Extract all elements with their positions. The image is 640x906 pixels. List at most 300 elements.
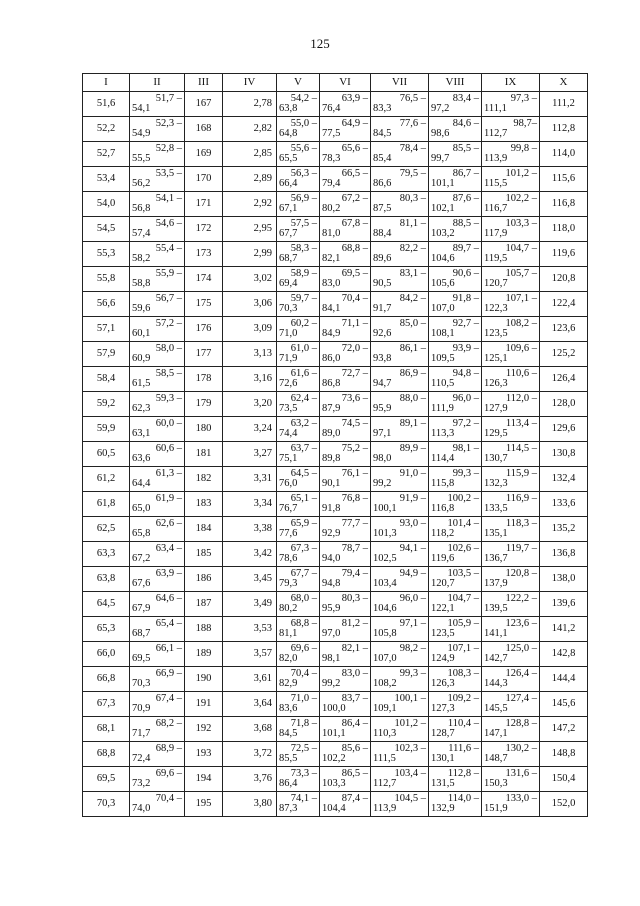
table-row [83,417,588,442]
range-end: 84,5 [279,728,298,739]
table-cell: 111,2 [540,92,588,117]
range-start: 68,9 – [155,742,182,754]
range-end: 92,6 [373,328,392,339]
range-end: 103,2 [431,228,455,239]
range-end: 118,2 [431,528,455,539]
range-end: 67,6 [132,578,151,589]
table-cell: 2,99 [223,242,277,267]
table-row [83,192,588,217]
column-header: VIII [429,74,482,92]
range-cell [277,467,320,492]
table-cell: 2,95 [223,217,277,242]
table-cell: 116,8 [540,192,588,217]
range-end: 102,2 [322,753,346,764]
range-end: 86,6 [373,178,392,189]
range-end: 83,0 [322,278,341,289]
range-start: 109,2 – [447,692,479,704]
range-cell [320,467,371,492]
range-start: 104,5 – [394,792,426,804]
range-end: 137,9 [484,578,508,589]
range-start: 131,6 – [505,767,537,779]
range-start: 130,2 – [505,742,537,754]
range-end: 87,5 [373,203,392,214]
range-end: 72,6 [279,378,298,389]
table-cell: 68,1 [83,717,130,742]
range-start: 65,4 – [155,617,182,629]
range-cell [277,317,320,342]
table-cell: 150,4 [540,767,588,792]
range-end: 127,3 [431,703,455,714]
range-end: 54,9 [132,128,151,139]
range-cell [277,742,320,767]
range-cell [130,617,185,642]
table-row [83,292,588,317]
table-cell: 152,0 [540,792,588,817]
table-cell: 52,2 [83,117,130,142]
table-cell: 133,6 [540,492,588,517]
range-cell [320,642,371,667]
range-cell [371,142,429,167]
range-start: 125,0 – [505,642,537,654]
range-end: 84,9 [322,328,341,339]
range-cell [482,592,540,617]
range-start: 116,9 – [505,492,537,504]
range-start: 55,6 – [290,142,317,154]
table-row [83,217,588,242]
range-cell [320,242,371,267]
table-cell: 3,13 [223,342,277,367]
range-end: 109,1 [373,703,397,714]
range-cell [429,792,482,817]
range-end: 105,8 [373,628,397,639]
range-cell [320,517,371,542]
range-end: 60,9 [132,353,151,364]
range-cell [482,542,540,567]
table-cell: 190 [185,667,223,692]
range-cell [277,117,320,142]
table-cell: 58,4 [83,367,130,392]
range-end: 58,2 [132,253,151,264]
range-end: 83,3 [373,103,392,114]
range-cell [371,92,429,117]
range-cell [277,617,320,642]
range-end: 101,1 [431,178,455,189]
range-start: 104,7 – [447,592,479,604]
range-end: 78,6 [279,553,298,564]
range-start: 110,4 – [447,717,479,729]
range-end: 63,1 [132,428,151,439]
range-cell [130,767,185,792]
range-cell [130,292,185,317]
range-end: 103,3 [322,778,346,789]
range-start: 66,1 – [155,642,182,654]
range-start: 63,2 – [290,417,317,429]
table-cell: 194 [185,767,223,792]
range-start: 63,9 – [341,92,368,104]
range-start: 71,8 – [290,717,317,729]
range-cell [482,692,540,717]
range-end: 91,8 [322,503,341,514]
table-cell: 142,8 [540,642,588,667]
range-end: 82,9 [279,678,298,689]
range-start: 68,2 – [155,717,182,729]
range-cell [130,192,185,217]
range-cell [429,642,482,667]
range-start: 85,0 – [399,317,426,329]
table-body [83,92,588,817]
range-cell [371,367,429,392]
range-start: 68,0 – [290,592,317,604]
table-cell: 171 [185,192,223,217]
table-row [83,742,588,767]
range-start: 77,6 – [399,117,426,129]
range-start: 53,5 – [155,167,182,179]
range-end: 69,4 [279,278,298,289]
range-start: 67,8 – [341,217,368,229]
table-cell: 59,9 [83,417,130,442]
range-end: 145,5 [484,703,508,714]
range-cell [429,92,482,117]
table-row [83,467,588,492]
range-start: 57,2 – [155,317,182,329]
range-end: 67,7 [279,228,298,239]
range-start: 84,6 – [452,117,479,129]
range-cell [320,592,371,617]
range-end: 113,9 [484,153,508,164]
range-start: 64,9 – [341,117,368,129]
range-start: 70,4 – [341,292,368,304]
range-end: 97,0 [322,628,341,639]
table-cell: 55,8 [83,267,130,292]
range-cell [482,567,540,592]
table-cell: 114,0 [540,142,588,167]
range-end: 113,3 [431,428,455,439]
range-end: 67,1 [279,203,298,214]
range-cell [130,342,185,367]
table-cell: 3,57 [223,642,277,667]
range-end: 89,0 [322,428,341,439]
range-end: 56,2 [132,178,151,189]
range-start: 72,7 – [341,367,368,379]
range-end: 102,1 [431,203,455,214]
range-end: 108,2 [373,678,397,689]
range-cell [371,292,429,317]
range-cell [130,642,185,667]
range-cell [130,517,185,542]
range-start: 100,1 – [394,692,426,704]
range-end: 111,9 [431,403,454,414]
range-end: 82,0 [279,653,298,664]
range-cell [277,242,320,267]
table-cell: 145,6 [540,692,588,717]
range-end: 57,4 [132,228,151,239]
range-start: 68,8 – [341,242,368,254]
range-cell [429,342,482,367]
range-cell [371,317,429,342]
range-cell [130,567,185,592]
range-cell [130,592,185,617]
range-end: 65,5 [279,153,298,164]
table-row [83,492,588,517]
range-start: 52,3 – [155,117,182,129]
table-row [83,267,588,292]
range-cell [277,667,320,692]
range-start: 72,0 – [341,342,368,354]
range-cell [320,367,371,392]
table-cell: 60,5 [83,442,130,467]
range-start: 86,7 – [452,167,479,179]
table-cell: 126,4 [540,367,588,392]
table-cell: 135,2 [540,517,588,542]
range-end: 116,7 [484,203,508,214]
range-end: 64,4 [132,478,151,489]
range-start: 113,4 – [505,417,537,429]
range-cell [130,217,185,242]
range-start: 87,6 – [452,192,479,204]
range-end: 85,4 [373,153,392,164]
range-cell [482,117,540,142]
range-start: 101,2 – [505,167,537,179]
range-start: 118,3 – [505,517,537,529]
range-end: 74,0 [132,803,151,814]
range-start: 61,0 – [290,342,317,354]
table-cell: 61,8 [83,492,130,517]
table-row [83,542,588,567]
range-end: 104,6 [373,603,397,614]
table-cell: 59,2 [83,392,130,417]
range-end: 64,8 [279,128,298,139]
table-cell: 3,80 [223,792,277,817]
table-cell: 57,1 [83,317,130,342]
range-end: 95,9 [322,603,341,614]
table-cell: 3,24 [223,417,277,442]
table-cell: 2,85 [223,142,277,167]
range-end: 104,6 [431,253,455,264]
table-cell: 3,72 [223,742,277,767]
range-start: 98,7– [513,117,537,129]
range-start: 122,2 – [505,592,537,604]
range-cell [482,492,540,517]
table-cell: 175 [185,292,223,317]
range-end: 71,0 [279,328,298,339]
range-start: 65,9 – [290,517,317,529]
range-start: 60,2 – [290,317,317,329]
table-cell: 3,38 [223,517,277,542]
column-header: VI [320,74,371,92]
range-start: 94,1 – [399,542,426,554]
table-row [83,117,588,142]
table-cell: 123,6 [540,317,588,342]
range-cell [429,567,482,592]
table-cell: 130,8 [540,442,588,467]
range-start: 70,4 – [290,667,317,679]
range-start: 76,5 – [399,92,426,104]
range-start: 105,7 – [505,267,537,279]
table-row [83,342,588,367]
table-cell: 3,31 [223,467,277,492]
range-end: 69,5 [132,653,151,664]
range-start: 98,1 – [452,442,479,454]
range-end: 129,5 [484,428,508,439]
range-end: 122,1 [431,603,455,614]
table-row [83,692,588,717]
range-start: 54,1 – [155,192,182,204]
range-end: 108,1 [431,328,455,339]
range-end: 87,3 [279,803,298,814]
table-cell: 170 [185,167,223,192]
range-cell [429,142,482,167]
table-cell: 3,16 [223,367,277,392]
range-start: 90,6 – [452,267,479,279]
range-end: 150,3 [484,778,508,789]
range-end: 151,9 [484,803,508,814]
range-cell [429,367,482,392]
range-start: 87,4 – [341,792,368,804]
range-cell [277,717,320,742]
table-cell: 180 [185,417,223,442]
range-cell [429,442,482,467]
table-cell: 3,68 [223,717,277,742]
range-end: 79,3 [279,578,298,589]
range-start: 98,2 – [399,642,426,654]
range-cell [482,192,540,217]
range-end: 115,5 [484,178,508,189]
range-cell [371,217,429,242]
range-cell [277,292,320,317]
range-cell [482,617,540,642]
range-start: 108,3 – [447,667,479,679]
range-start: 61,9 – [155,492,182,504]
range-cell [130,167,185,192]
table-row [83,442,588,467]
range-cell [371,517,429,542]
range-cell [277,442,320,467]
table-cell: 187 [185,592,223,617]
range-start: 101,2 – [394,717,426,729]
range-start: 58,9 – [290,267,317,279]
range-end: 81,0 [322,228,341,239]
range-start: 58,3 – [290,242,317,254]
range-cell [429,467,482,492]
column-header: I [83,74,130,92]
range-end: 72,4 [132,753,151,764]
table-cell: 64,5 [83,592,130,617]
range-end: 80,2 [322,203,341,214]
table-cell: 65,3 [83,617,130,642]
range-cell [429,217,482,242]
range-end: 141,1 [484,628,508,639]
column-header: VII [371,74,429,92]
range-start: 123,6 – [505,617,537,629]
range-cell [429,617,482,642]
range-end: 123,5 [484,328,508,339]
range-cell [130,242,185,267]
range-cell [320,492,371,517]
range-start: 71,0 – [290,692,317,704]
range-end: 63,6 [132,453,151,464]
range-cell [482,767,540,792]
table-cell: 192 [185,717,223,742]
table-row [83,667,588,692]
table-row [83,717,588,742]
range-cell [320,567,371,592]
range-cell [320,742,371,767]
page-number: 125 [310,36,330,51]
range-cell [371,567,429,592]
range-cell [429,742,482,767]
range-end: 111,1 [484,103,507,114]
range-cell [371,267,429,292]
range-end: 94,0 [322,553,341,564]
table-cell: 3,06 [223,292,277,317]
range-end: 58,8 [132,278,151,289]
range-end: 101,1 [322,728,346,739]
range-cell [320,117,371,142]
table-cell: 185 [185,542,223,567]
range-start: 85,5 – [452,142,479,154]
range-start: 120,8 – [505,567,537,579]
range-cell [277,517,320,542]
table-cell: 67,3 [83,692,130,717]
range-end: 79,4 [322,178,341,189]
range-start: 86,9 – [399,367,426,379]
table-cell: 128,0 [540,392,588,417]
table-cell: 183 [185,492,223,517]
range-cell [320,542,371,567]
table-cell: 125,2 [540,342,588,367]
range-start: 54,2 – [290,92,317,104]
range-start: 97,2 – [452,417,479,429]
range-start: 114,0 – [447,792,479,804]
range-start: 74,5 – [341,417,368,429]
range-start: 55,9 – [155,267,182,279]
range-start: 73,6 – [341,392,368,404]
range-cell [482,92,540,117]
range-end: 88,4 [373,228,392,239]
table-cell: 112,8 [540,117,588,142]
range-start: 119,7 – [505,542,537,554]
range-end: 93,8 [373,353,392,364]
range-start: 56,9 – [290,192,317,204]
table-cell: 3,34 [223,492,277,517]
table-row [83,592,588,617]
range-start: 115,9 – [505,467,537,479]
range-end: 73,2 [132,778,151,789]
range-cell [371,767,429,792]
table-cell: 115,6 [540,167,588,192]
table-cell: 2,78 [223,92,277,117]
range-start: 78,7 – [341,542,368,554]
table-cell: 61,2 [83,467,130,492]
table-cell: 3,27 [223,442,277,467]
range-start: 99,3 – [399,667,426,679]
range-end: 112,7 [373,778,397,789]
table-cell: 2,89 [223,167,277,192]
range-end: 132,3 [484,478,508,489]
table-cell: 3,45 [223,567,277,592]
range-end: 60,1 [132,328,151,339]
range-cell [130,392,185,417]
range-cell [482,742,540,767]
range-cell [130,692,185,717]
range-end: 59,6 [132,303,151,314]
range-end: 95,9 [373,403,392,414]
table-cell: 138,0 [540,567,588,592]
range-start: 63,9 – [155,567,182,579]
range-start: 66,9 – [155,667,182,679]
table-cell: 3,49 [223,592,277,617]
range-start: 67,7 – [290,567,317,579]
